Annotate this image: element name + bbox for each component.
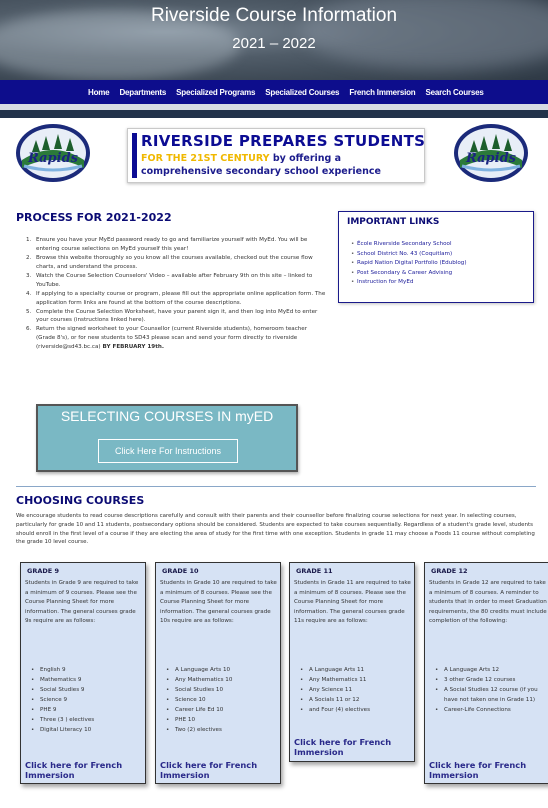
- list-item: • Two (2) electives: [166, 725, 232, 735]
- grade-description: Students in Grade 11 are required to take a minimum of 8 courses. Please see the Course Planning Sheet for more information. The general courses grade 11s require are as follows:: [294, 580, 411, 624]
- banner-subline: FOR THE 21ST CENTURY by offering a: [141, 153, 342, 164]
- grade-course-list: [300, 665, 370, 715]
- rapids-logo-left: [14, 122, 92, 184]
- grade-course-list: [31, 665, 94, 735]
- grade-title: GRADE 12: [431, 567, 468, 575]
- list-item: • English 9: [31, 665, 94, 675]
- process-steps: [26, 236, 328, 352]
- site-title: Riverside Course Information: [150, 5, 398, 26]
- nav-home[interactable]: Home: [88, 88, 110, 97]
- list-item: • Science 9: [31, 695, 94, 705]
- list-item: • A Language Arts 11: [300, 665, 370, 675]
- process-heading: PROCESS FOR 2021-2022: [16, 211, 172, 224]
- list-item: • Science 10: [166, 695, 232, 705]
- french-immersion-link[interactable]: Click here for French Immersion: [429, 760, 527, 780]
- grade-course-list: [435, 665, 543, 715]
- banner-subline-2: comprehensive secondary school experience: [141, 166, 381, 177]
- list-item: • A Language Arts 12: [435, 665, 543, 675]
- link-post-secondary[interactable]: • Post Secondary & Career Advising: [351, 269, 467, 279]
- list-item: • A Language Arts 10: [166, 665, 232, 675]
- grade-course-list: [166, 665, 232, 735]
- svg-text:Rapids: Rapids: [466, 151, 516, 166]
- grade-description: Students in Grade 12 are required to take a minimum of 8 courses. A reminder to students that in order to meet Graduation requirements, the 80 credits must include completion of the following:: [429, 580, 547, 624]
- list-item: • 3 other Grade 12 courses: [435, 675, 543, 685]
- list-item: • PHE 10: [166, 715, 232, 725]
- link-riverside-school[interactable]: • École Riverside Secondary School: [351, 240, 467, 250]
- grade-description: Students in Grade 9 are required to take a minimum of 9 courses. Please see the Course Planning Sheet for more information. The general courses grade 9s require are as follows:: [25, 580, 139, 624]
- list-item: • A Socials 11 or 12: [300, 695, 370, 705]
- prepares-banner: [127, 128, 425, 183]
- nav-specialized-programs[interactable]: Specialized Programs: [176, 88, 256, 97]
- grade-9-card: [20, 562, 146, 784]
- list-item: • Any Science 11: [300, 685, 370, 695]
- selecting-courses-box: [36, 404, 298, 472]
- section-divider: [16, 486, 536, 487]
- french-immersion-link[interactable]: Click here for French Immersion: [25, 760, 123, 780]
- grade-10-card: [155, 562, 281, 784]
- list-item: • Social Studies 9: [31, 685, 94, 695]
- process-step: 5. Complete the Course Selection Worksheet, have your parent sign it, and then log into MyEd to enter your courses (instructions linked here).: [26, 308, 318, 324]
- banner-headline: RIVERSIDE PREPARES STUDENTS: [141, 132, 426, 150]
- header-stripe: [0, 110, 548, 118]
- list-item: • Social Studies 10: [166, 685, 232, 695]
- svg-text:Rapids: Rapids: [28, 151, 78, 166]
- choosing-courses-intro: We encourage students to read course descriptions carefully and consult with their parents and their counsellor before finalizing course selections for next year. In selecting courses, particularly for grade 10 and 11 students, postsecondary options should be considered. Students are expected to take courses sequentially. Regardless of a student's grade level, students should enroll in the first level of a course if they are electing the area of study for the first time with one exception. Students in grade 11 may choose a Foods 11 course without completing the grade 10 level course.: [16, 513, 535, 546]
- list-item: • Mathematics 9: [31, 675, 94, 685]
- nav-specialized-courses[interactable]: Specialized Courses: [265, 88, 340, 97]
- link-rapid-nation-portfolio[interactable]: • Rapid Nation Digital Portfolio (Edublog): [351, 259, 467, 269]
- process-step: 4. If applying to a specialty course or program, please fill out the appropriate online application form. The application form links are found at the bottom of the course descriptions.: [26, 290, 326, 306]
- grade-12-card: [424, 562, 548, 784]
- selecting-courses-title: SELECTING COURSES IN myED: [60, 408, 274, 424]
- nav-search-courses[interactable]: Search Courses: [425, 88, 484, 97]
- choosing-courses-heading: CHOOSING COURSES: [16, 494, 145, 507]
- main-nav: [0, 80, 548, 104]
- list-item: • Any Mathematics 10: [166, 675, 232, 685]
- link-school-district[interactable]: • School District No. 43 (Coquitlam): [351, 250, 467, 260]
- link-myed-instruction[interactable]: • Instruction for MyEd: [351, 278, 467, 288]
- list-item: • A Social Studies 12 course (if you have not taken one in Grade 11): [435, 685, 543, 705]
- rapids-logo-right: [452, 122, 530, 184]
- important-links-heading: IMPORTANT LINKS: [347, 217, 440, 227]
- header-hero: [0, 0, 548, 80]
- list-item: • PHE 9: [31, 705, 94, 715]
- french-immersion-link[interactable]: Click here for French Immersion: [294, 737, 392, 757]
- process-step: 2. Browse this website thoroughly so you know all the courses available, checked out the course flow charts, and understand the process.: [26, 254, 313, 270]
- list-item: • Career-Life Connections: [435, 705, 543, 715]
- list-item: • Career Life Ed 10: [166, 705, 232, 715]
- list-item: • Any Mathematics 11: [300, 675, 370, 685]
- list-item: • Three (3 ) electives: [31, 715, 94, 725]
- grade-11-card: [289, 562, 415, 762]
- important-links-box: [338, 211, 534, 303]
- instructions-button[interactable]: Click Here For Instructions: [98, 439, 238, 463]
- process-step: 6. Return the signed worksheet to your Counsellor (current Riverside students), homeroom teacher (Grade 8's), or for new students to SD43 please scan and send your form directly to riverside (riverside@sd43.bc.ca) BY FEBRUARY 19th.: [26, 326, 308, 351]
- grade-title: GRADE 10: [162, 567, 199, 575]
- process-step: 3. Watch the Course Selection Counselors' Video – available after February 9th on this site – linked to YouTube.: [26, 272, 313, 288]
- process-step: 1. Ensure you have your MyEd password ready to go and familiarize yourself with MyEd. You will be entering course selections on MyEd yourself this year!: [26, 237, 308, 252]
- grade-title: GRADE 9: [27, 567, 59, 575]
- grade-description: Students in Grade 10 are required to take a minimum of 8 courses. Please see the Course Planning Sheet for more information. The general courses grade 10s require are as follows:: [160, 580, 277, 624]
- french-immersion-link[interactable]: Click here for French Immersion: [160, 760, 258, 780]
- list-item: • and Four (4) electives: [300, 705, 370, 715]
- nav-departments[interactable]: Departments: [119, 88, 167, 97]
- school-year: 2021 – 2022: [232, 35, 316, 52]
- list-item: • Digital Literacy 10: [31, 725, 94, 735]
- banner-accent-bar: [132, 133, 137, 178]
- grade-title: GRADE 11: [296, 567, 333, 575]
- nav-french-immersion[interactable]: French Immersion: [349, 88, 416, 97]
